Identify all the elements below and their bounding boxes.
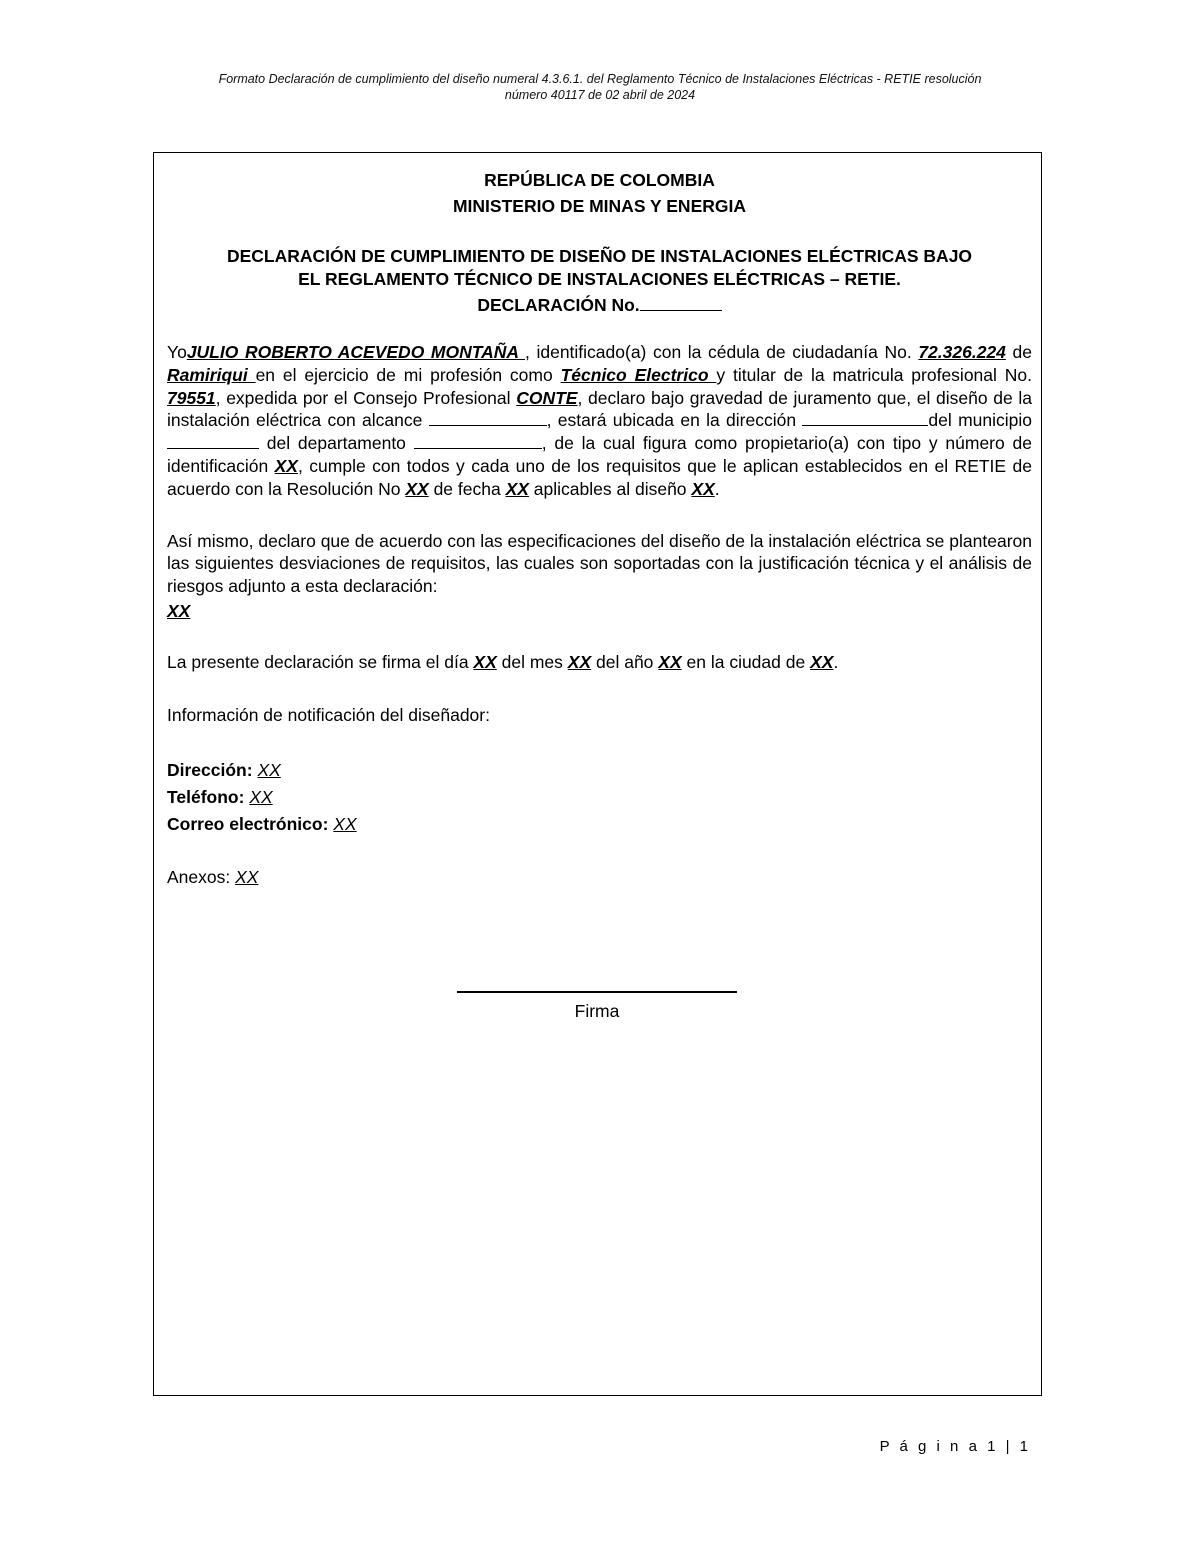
cedula-city: Ramiriqui bbox=[167, 364, 256, 385]
text-segment: La presente declaración se firma el día bbox=[167, 651, 474, 672]
address-blank[interactable] bbox=[802, 411, 928, 426]
document-header bbox=[0, 71, 1200, 103]
resolution-number: XX bbox=[405, 478, 429, 499]
designer-email-line bbox=[167, 811, 1032, 838]
annexes-value: XX bbox=[235, 866, 259, 887]
text-segment: del año bbox=[591, 651, 659, 672]
text-segment: , expedida por el Consejo Profesional bbox=[215, 387, 517, 408]
signature-label: Firma bbox=[574, 1001, 620, 1021]
declarant-name: JULIO ROBERTO ACEVEDO MONTAÑA bbox=[186, 342, 525, 362]
municipality-blank[interactable] bbox=[167, 434, 259, 449]
text-segment: , declaro bajo gravedad de juramento que, el diseño de la instalación eléctrica con alcance bbox=[167, 387, 1032, 431]
text-segment: aplicables al diseño bbox=[528, 478, 692, 499]
declaration-title-line-2: EL REGLAMENTO TÉCNICO DE INSTALACIONES ELÉCTRICAS – RETIE. bbox=[298, 268, 901, 289]
declaration-number bbox=[167, 292, 1032, 318]
header-line-1: Formato Declaración de cumplimiento del diseño numeral 4.3.6.1. del Reglamento Técnico de Instalaciones Eléctricas - RETIE resolución bbox=[218, 72, 982, 86]
address-label: Dirección: bbox=[167, 759, 258, 780]
declaration-number-blank[interactable] bbox=[640, 296, 722, 311]
email-label: Correo electrónico: bbox=[167, 813, 334, 834]
text-segment: . bbox=[833, 651, 839, 672]
deviations-value-line bbox=[167, 598, 1032, 625]
resolution-date: XX bbox=[505, 478, 529, 499]
deviations-value: XX bbox=[167, 600, 191, 621]
annexes-line bbox=[167, 864, 1032, 891]
phone-value: XX bbox=[249, 786, 273, 807]
designer-address-line bbox=[167, 757, 1032, 784]
owner-id: XX bbox=[274, 455, 298, 476]
declaration-number-label: DECLARACIÓN No. bbox=[477, 295, 640, 315]
text-yo: Yo bbox=[167, 342, 187, 362]
header-line-2: número 40117 de 02 abril de 2024 bbox=[504, 88, 696, 102]
ministry-title: MINISTERIO DE MINAS Y ENERGIA bbox=[452, 196, 746, 216]
phone-label: Teléfono: bbox=[167, 786, 250, 807]
design-ref: XX bbox=[691, 478, 715, 499]
text-segment: en el ejercicio de mi profesión como bbox=[255, 364, 561, 385]
country-title: REPÚBLICA DE COLOMBIA bbox=[484, 170, 715, 190]
text-segment: en la ciudad de bbox=[681, 651, 811, 672]
page-number: P á g i n a 1 | 1 bbox=[879, 1438, 1031, 1455]
signature-line[interactable] bbox=[457, 991, 737, 993]
designer-phone-line bbox=[167, 784, 1032, 811]
signing-date-paragraph bbox=[167, 651, 1032, 674]
cedula-number: 72.326.224 bbox=[918, 342, 1006, 362]
sign-day: XX bbox=[473, 651, 497, 672]
declaration-paragraph bbox=[167, 341, 1032, 501]
matricula-number: 79551 bbox=[167, 387, 216, 408]
department-blank[interactable] bbox=[414, 434, 542, 449]
text-segment: de fecha bbox=[428, 478, 506, 499]
deviations-paragraph: Así mismo, declaro que de acuerdo con las especificaciones del diseño de la instalación eléctrica se plantearon las siguientes desviaciones de requisitos, las cuales son soportadas con la justificación técnica y el análisis de riesgos adjunto a esta declaración: bbox=[167, 530, 1032, 597]
text-segment: , cumple con todos y cada uno de los requisitos que le aplican establecidos en el RETIE de acuerdo con la Resolución No bbox=[167, 455, 1032, 499]
text-segment: , estará ubicada en la dirección bbox=[546, 410, 803, 431]
text-segment: , identificado(a) con la cédula de ciudadanía No. bbox=[525, 342, 912, 362]
annexes-label: Anexos: bbox=[167, 866, 236, 887]
email-value: XX bbox=[333, 813, 357, 834]
declaration-title-line-1: DECLARACIÓN DE CUMPLIMIENTO DE DISEÑO DE INSTALACIONES ELÉCTRICAS BAJO bbox=[226, 246, 973, 266]
declaration-form-frame bbox=[153, 152, 1042, 1396]
text-segment: y titular de la matricula profesional No. bbox=[716, 364, 1032, 385]
text-segment: , de la cual figura como propietario(a) con tipo y número de identificación bbox=[167, 433, 1032, 476]
text-segment: del mes bbox=[496, 651, 568, 672]
declaration-content bbox=[167, 167, 1032, 891]
council-name: CONTE bbox=[516, 387, 578, 408]
text-segment: . bbox=[714, 478, 720, 499]
text-segment: de bbox=[1005, 342, 1032, 362]
notification-heading: Información de notificación del diseñador: bbox=[167, 704, 490, 725]
profession: Técnico Electrico bbox=[560, 364, 717, 385]
scope-blank[interactable] bbox=[429, 411, 547, 426]
text-segment: del municipio bbox=[928, 410, 1032, 431]
sign-city: XX bbox=[810, 651, 834, 672]
sign-year: XX bbox=[658, 651, 682, 672]
address-value: XX bbox=[257, 759, 281, 780]
text-segment: del departamento bbox=[259, 433, 414, 454]
sign-month: XX bbox=[567, 651, 592, 672]
